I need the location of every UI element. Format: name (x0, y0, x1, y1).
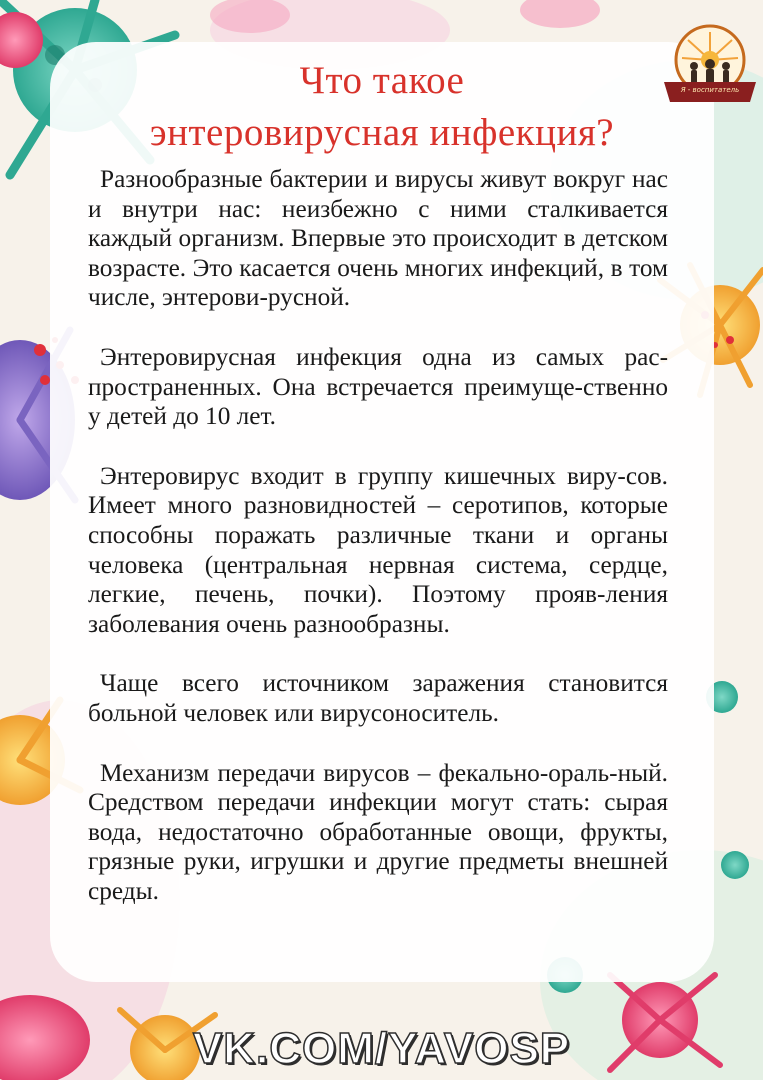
paragraph-2: Энтеровирусная инфекция одна из самых рас-пространенных. Она встречается преимуще-ственно у детей до 10 лет. (88, 342, 668, 431)
paragraph-5: Механизм передачи вирусов – фекально-ораль-ный. Средством передачи инфекции могут стать: сырая вода, недостаточно обработанные овощи, фрукты, грязные руки, игрушки и другие предметы внешней среды. (88, 758, 668, 905)
title-line-1: Что такое (299, 59, 465, 102)
footer-vk-link[interactable]: VK.COM/YAVOSP (192, 1024, 571, 1073)
logo-ribbon-text: Я - воспитатель (680, 86, 740, 94)
title-line-2: энтеровирусная инфекция? (149, 111, 615, 154)
paragraph-3: Энтеровирус входит в группу кишечных виру-сов. Имеет много разновидностей – серотипов, которые способны поражать различные ткани и органы человека (центральная нервная система, сердце, легкие, печень, почки). Поэтому прояв-ления заболевания очень разнообразны. (88, 461, 668, 638)
paragraph-4: Чаще всего источником заражения становится больной человек или вирусоноситель. (88, 669, 668, 727)
article-body (88, 165, 668, 936)
paragraph-1: Разнообразные бактерии и вирусы живут вокруг нас и внутри нас: неизбежно с ними сталкивается каждый организм. Впервые это происходит в детском возрасте. Это касается очень многих инфекций, в том числе, энтерови-русной. (88, 165, 668, 312)
page-title (50, 55, 714, 159)
